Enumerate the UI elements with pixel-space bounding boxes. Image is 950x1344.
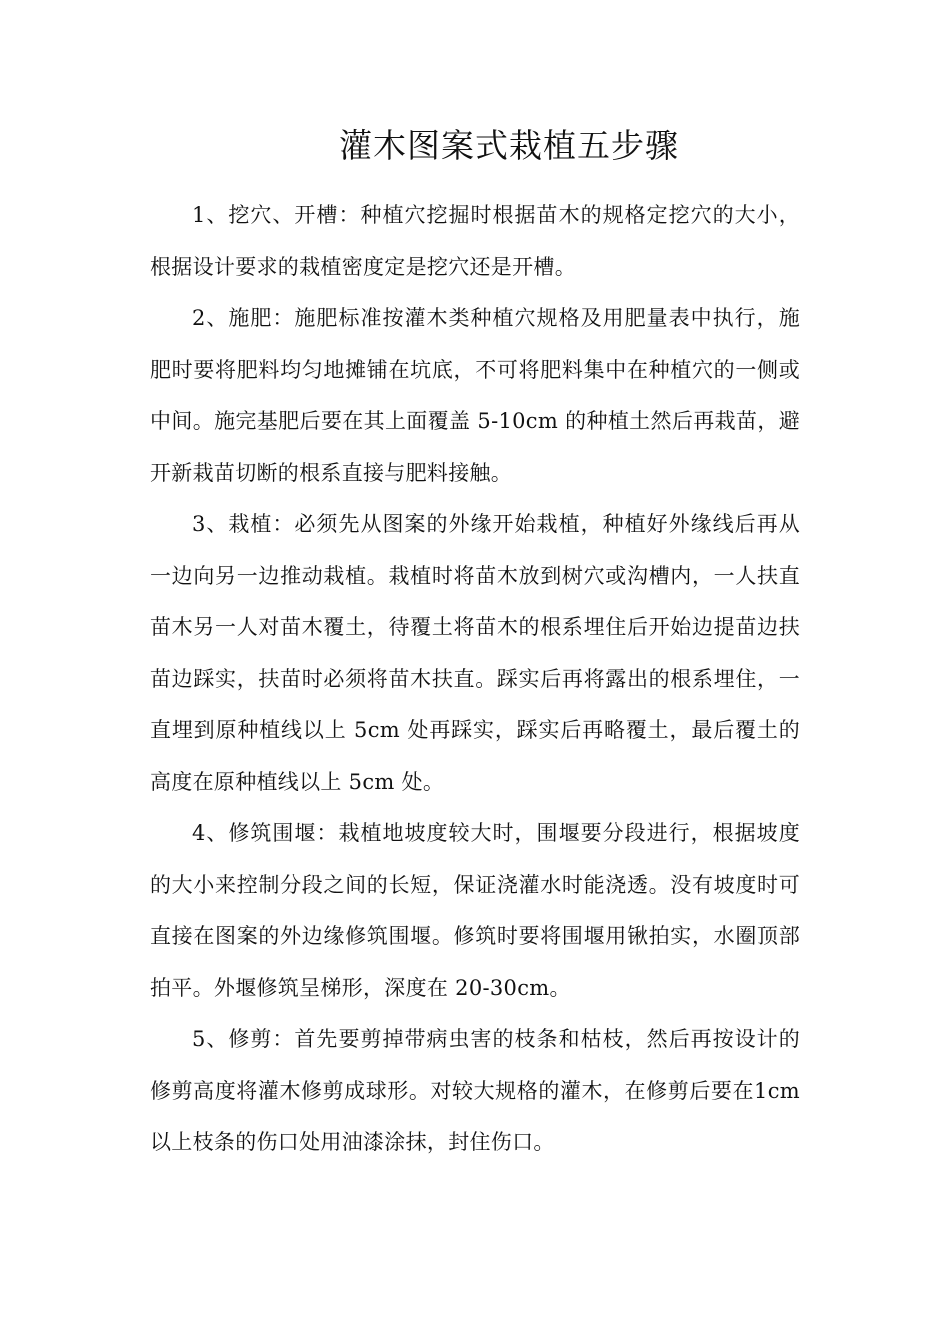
paragraph-step-5: 5、修剪：首先要剪掉带病虫害的枝条和枯枝，然后再按设计的修剪高度将灌木修剪成球形。对较大规格的灌木，在修剪后要在1cm 以上枝条的伤口处用油漆涂抹，封住伤口。 [150,1027,800,1154]
paragraph-step-2: 2、施肥：施肥标准按灌木类种植穴规格及用肥量表中执行，施肥时要将肥料均匀地摊铺在坑底，不可将肥料集中在种植穴的一侧或中间。施完基肥后要在其上面覆盖 5-10cm 的种植土然后再栽苗，避开新栽苗切断的根系直接与肥料接触。 [150,306,800,485]
document-body [150,190,800,1169]
document-title: 灌木图案式栽植五步骤 [339,126,679,165]
paragraph-step-4: 4、修筑围堰：栽植地坡度较大时，围堰要分段进行，根据坡度的大小来控制分段之间的长短，保证浇灌水时能浇透。没有坡度时可直接在图案的外边缘修筑围堰。修筑时要将围堰用锹拍实，水圈顶部拍平。外堰修筑呈梯形，深度在 20-30cm。 [150,821,800,1000]
paragraph-step-1: 1、挖穴、开槽：种植穴挖掘时根据苗木的规格定挖穴的大小，根据设计要求的栽植密度定是挖穴还是开槽。 [150,203,800,279]
paragraph-step-3: 3、栽植：必须先从图案的外缘开始栽植，种植好外缘线后再从一边向另一边推动栽植。栽植时将苗木放到树穴或沟槽内，一人扶直苗木另一人对苗木覆土，待覆土将苗木的根系埋住后开始边提苗边扶苗边踩实，扶苗时必须将苗木扶直。踩实后再将露出的根系埋住，一直埋到原种植线以上 5cm 处再踩实，踩实后再略覆土，最后覆土的高度在原种植线以上 5cm 处。 [150,512,800,794]
